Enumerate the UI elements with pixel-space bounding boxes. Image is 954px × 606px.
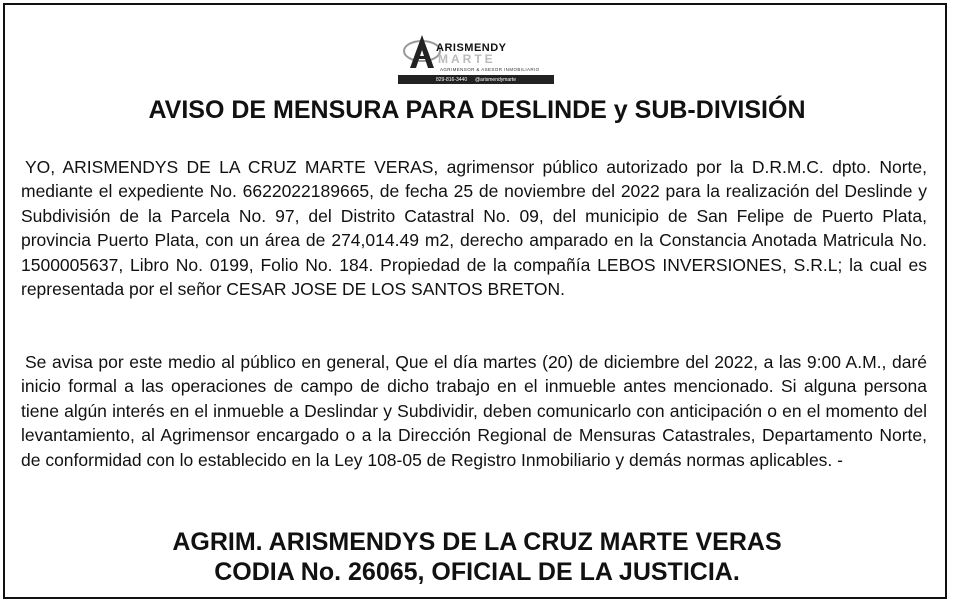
logo-name-line1: ARISMENDY <box>436 42 507 54</box>
signature-credential: CODIA No. 26065, OFICIAL DE LA JUSTICIA. <box>214 558 740 586</box>
signature-name: AGRIM. ARISMENDYS DE LA CRUZ MARTE VERAS <box>172 528 782 556</box>
logo-phone: 829-816-3440 <box>435 76 468 83</box>
logo-social: @arismendymarte <box>475 76 517 83</box>
notice-paragraph-1: YO, ARISMENDYS DE LA CRUZ MARTE VERAS, agrimensor público autorizado por la D.R.M.C. dpto. Norte, mediante el expediente No. 6622022189665, de fecha 25 de noviembre del 2022 para la realización del Deslinde y Subdivisión de la Parcela No. 97, del Distrito Catastral No. 09, del municipio de San Felipe de Puerto Plata, provincia Puerto Plata, con un área de 274,014.49 m2, derecho amparado en la Constancia Anotada Matricula No. 1500005637, Libro No. 0199, Folio No. 184. Propiedad de la compañía LEBOS INVERSIONES, S.R.L; la cual es representada por el señor CESAR JOSE DE LOS SANTOS BRETON. <box>21 157 927 300</box>
company-logo <box>398 30 554 86</box>
logo-tagline: AGRIMENSOR & ASESOR INMOBILIARIO <box>440 67 540 72</box>
logo-name-line2: MARTE <box>438 52 496 66</box>
notice-paragraph-2: Se avisa por este medio al público en general, Que el día martes (20) de diciembre del 2022, a las 9:00 A.M., daré inicio formal a las operaciones de campo de dicho trabajo en el inmueble antes mencionado. Si alguna persona tiene algún interés en el inmueble a Deslindar y Subdividir, deben comunicarlo con anticipación o en el momento del levantamiento, al Agrimensor encargado o a la Dirección Regional de Mensuras Catastrales, Departamento Norte, de conformidad con lo establecido en la Ley 108-05 de Registro Inmobiliario y demás normas aplicables. - <box>21 352 927 470</box>
logo-contact-bar <box>398 75 554 84</box>
notice-title: AVISO DE MENSURA PARA DESLINDE y SUB-DIVISIÓN <box>148 96 806 124</box>
